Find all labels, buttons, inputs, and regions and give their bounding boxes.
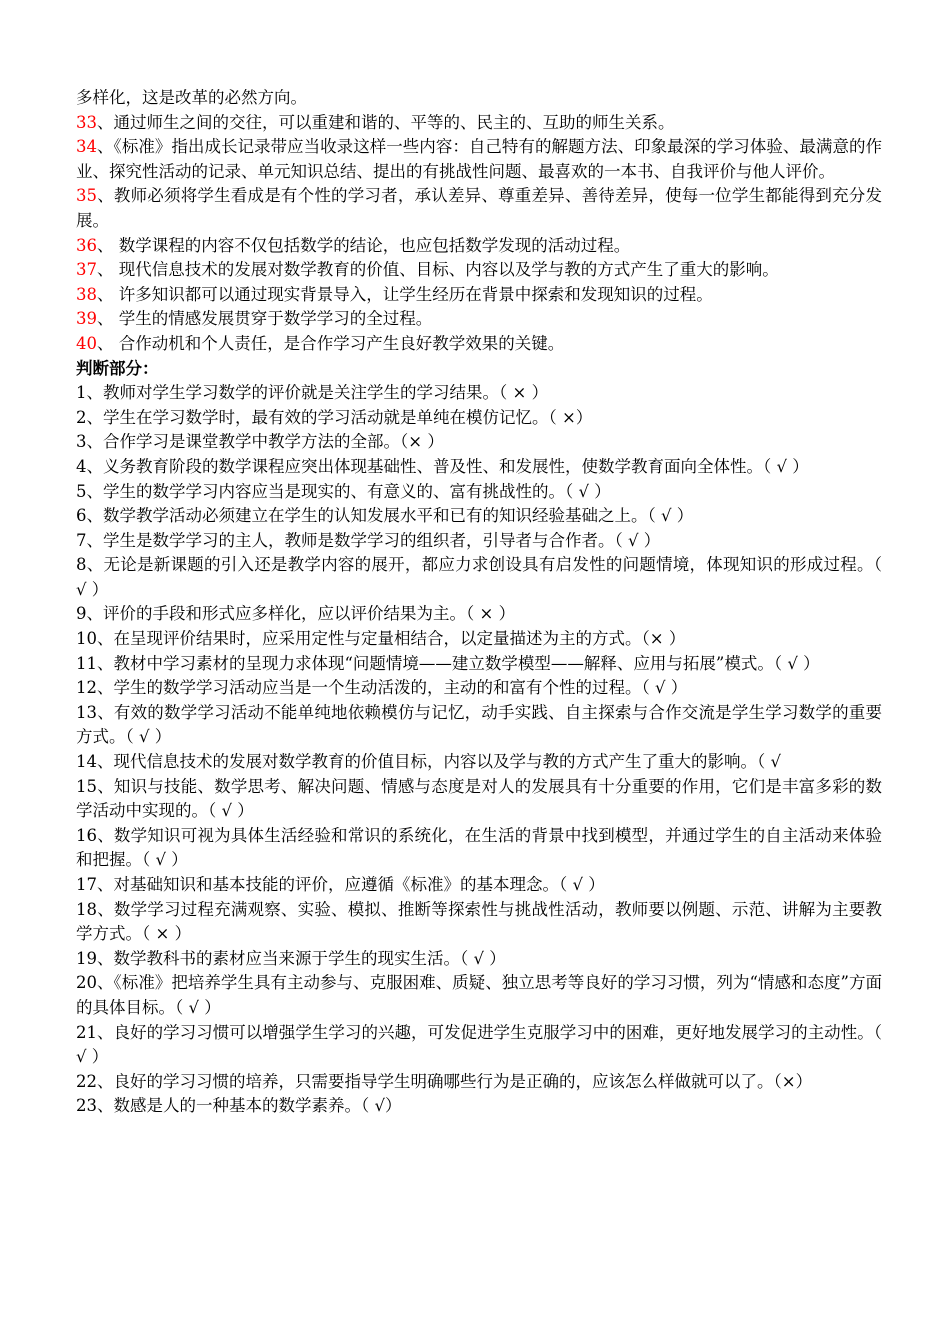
judgment-question: 1、教师对学生学习数学的评价就是关注学生的学习结果。（ × ） <box>76 383 549 403</box>
numbered-statement <box>76 307 882 332</box>
judgment-question: 2、学生在学习数学时，最有效的学习活动就是单纯在模仿记忆。（ ×） <box>76 407 593 427</box>
statement-text: 、教师必须将学生看成是有个性的学习者，承认差异、尊重差异、善待差异，使每一位学生都能得到充分发展。 <box>76 186 882 230</box>
judgment-question: 11、教材中学习素材的呈现力求体现“问题情境——建立数学模型——解释、应用与拓展”模式。（ √ ） <box>76 653 820 673</box>
judgment-question: 7、学生是数学学习的主人，教师是数学学习的组织者，引导者与合作者。（ √ ） <box>76 530 661 550</box>
judgment-question: 8、无论是新课题的引入还是教学内容的展开，都应力求创设具有启发性的问题情境，体现知识的形成过程。（ √ ） <box>76 555 882 599</box>
numbered-statement <box>76 283 882 308</box>
numbered-statement <box>76 184 882 233</box>
statement-number: 35 <box>76 186 97 206</box>
statement-text: 、《标准》指出成长记录带应当收录这样一些内容：自己特有的解题方法、印象最深的学习体验、最满意的作业、探究性活动的记录、单元知识总结、提出的有挑战性问题、最喜欢的一本书、自我评价与他人评价。 <box>76 137 882 181</box>
numbered-statement <box>76 111 882 136</box>
judgment-question: 16、数学知识可视为具体生活经验和常识的系统化，在生活的背景中找到模型，并通过学生的自主活动来体验和把握。（ √ ） <box>76 825 882 870</box>
judgment-question: 17、对基础知识和基本技能的评价，应遵循《标准》的基本理念。（ √ ） <box>76 875 605 894</box>
statement-number: 37 <box>76 260 97 280</box>
judgment-question: 23、数感是人的一种基本的数学素养。（ √） <box>76 1096 402 1116</box>
statement-text: 、 合作动机和个人责任，是合作学习产生良好教学效果的关键。 <box>97 333 565 353</box>
judgment-question: 5、学生的数学学习内容应当是现实的、有意义的、富有挑战性的。（ √ ） <box>76 481 611 501</box>
numbered-statement-list <box>76 111 882 357</box>
statement-number: 33 <box>76 112 97 132</box>
numbered-statement <box>76 234 882 259</box>
statement-number: 39 <box>76 309 97 329</box>
statement-number: 34 <box>76 137 97 157</box>
judgment-question: 10、在呈现评价结果时，应采用定性与定量相结合，以定量描述为主的方式。（× ） <box>76 629 686 649</box>
intro-line: 多样化，这是改革的必然方向。 <box>76 88 307 107</box>
statement-text: 、 学生的情感发展贯穿于数学学习的全过程。 <box>97 309 433 329</box>
statement-number: 40 <box>76 333 97 353</box>
numbered-statement <box>76 135 882 184</box>
judgment-question: 4、义务教育阶段的数学课程应突出体现基础性、普及性、和发展性，使数学教育面向全体性。（ √ ） <box>76 456 809 476</box>
judgment-question: 13、有效的数学学习活动不能单纯地依赖模仿与记忆，动手实践、自主探索与合作交流是学生学习数学的重要方式。（ √ ） <box>76 702 882 747</box>
judgment-question: 15、知识与技能、数学思考、解决问题、情感与态度是对人的发展具有十分重要的作用，它们是丰富多彩的数学活动中实现的。（ √ ） <box>76 776 882 821</box>
document-page <box>76 86 882 1119</box>
judgment-question: 18、数学学习过程充满观察、实验、模拟、推断等探索性与挑战性活动，教师要以例题、示范、讲解为主要教学方式。（ × ） <box>76 899 882 944</box>
statement-text: 、 现代信息技术的发展对数学教育的价值、目标、内容以及学与教的方式产生了重大的影响。 <box>97 260 779 280</box>
judgment-question: 21、良好的学习习惯可以增强学生学习的兴趣，可发促进学生克服学习中的困难，更好地发展学习的主动性。（ √ ） <box>76 1022 882 1067</box>
judgment-question: 9、评价的手段和形式应多样化，应以评价结果为主。（ × ） <box>76 604 516 624</box>
judgment-question: 14、现代信息技术的发展对数学教育的价值目标，内容以及学与教的方式产生了重大的影响。（ √ <box>76 752 782 772</box>
judgment-question: 20、《标准》把培养学生具有主动参与、克服困难、质疑、独立思考等良好的学习习惯，列为“情感和态度”方面的具体目标。（ √ ） <box>76 973 882 1017</box>
statement-text: 、 数学课程的内容不仅包括数学的结论，也应包括数学发现的活动过程。 <box>97 235 631 255</box>
statement-text: 、通过师生之间的交往，可以重建和谐的、平等的、民主的、互助的师生关系。 <box>97 112 675 132</box>
judgment-question: 6、数学教学活动必须建立在学生的认知发展水平和已有的知识经验基础之上。（ √ ） <box>76 506 694 526</box>
judgment-question: 19、数学教科书的素材应当来源于学生的现实生活。（ √ ） <box>76 948 506 968</box>
judgment-question-list <box>76 381 882 1119</box>
judgment-question: 12、学生的数学学习活动应当是一个生动活泼的，主动的和富有个性的过程。（ √ ） <box>76 678 688 698</box>
section-heading: 判断部分： <box>76 358 159 378</box>
statement-number: 38 <box>76 284 97 304</box>
judgment-question: 3、合作学习是课堂教学中教学方法的全部。（× ） <box>76 432 444 452</box>
numbered-statement <box>76 332 882 357</box>
numbered-statement <box>76 258 882 283</box>
judgment-question: 22、良好的学习习惯的培养，只需要指导学生明确哪些行为是正确的，应该怎么样做就可以了。（×） <box>76 1071 813 1091</box>
statement-number: 36 <box>76 235 97 255</box>
statement-text: 、 许多知识都可以通过现实背景导入，让学生经历在背景中探索和发现知识的过程。 <box>97 284 713 304</box>
